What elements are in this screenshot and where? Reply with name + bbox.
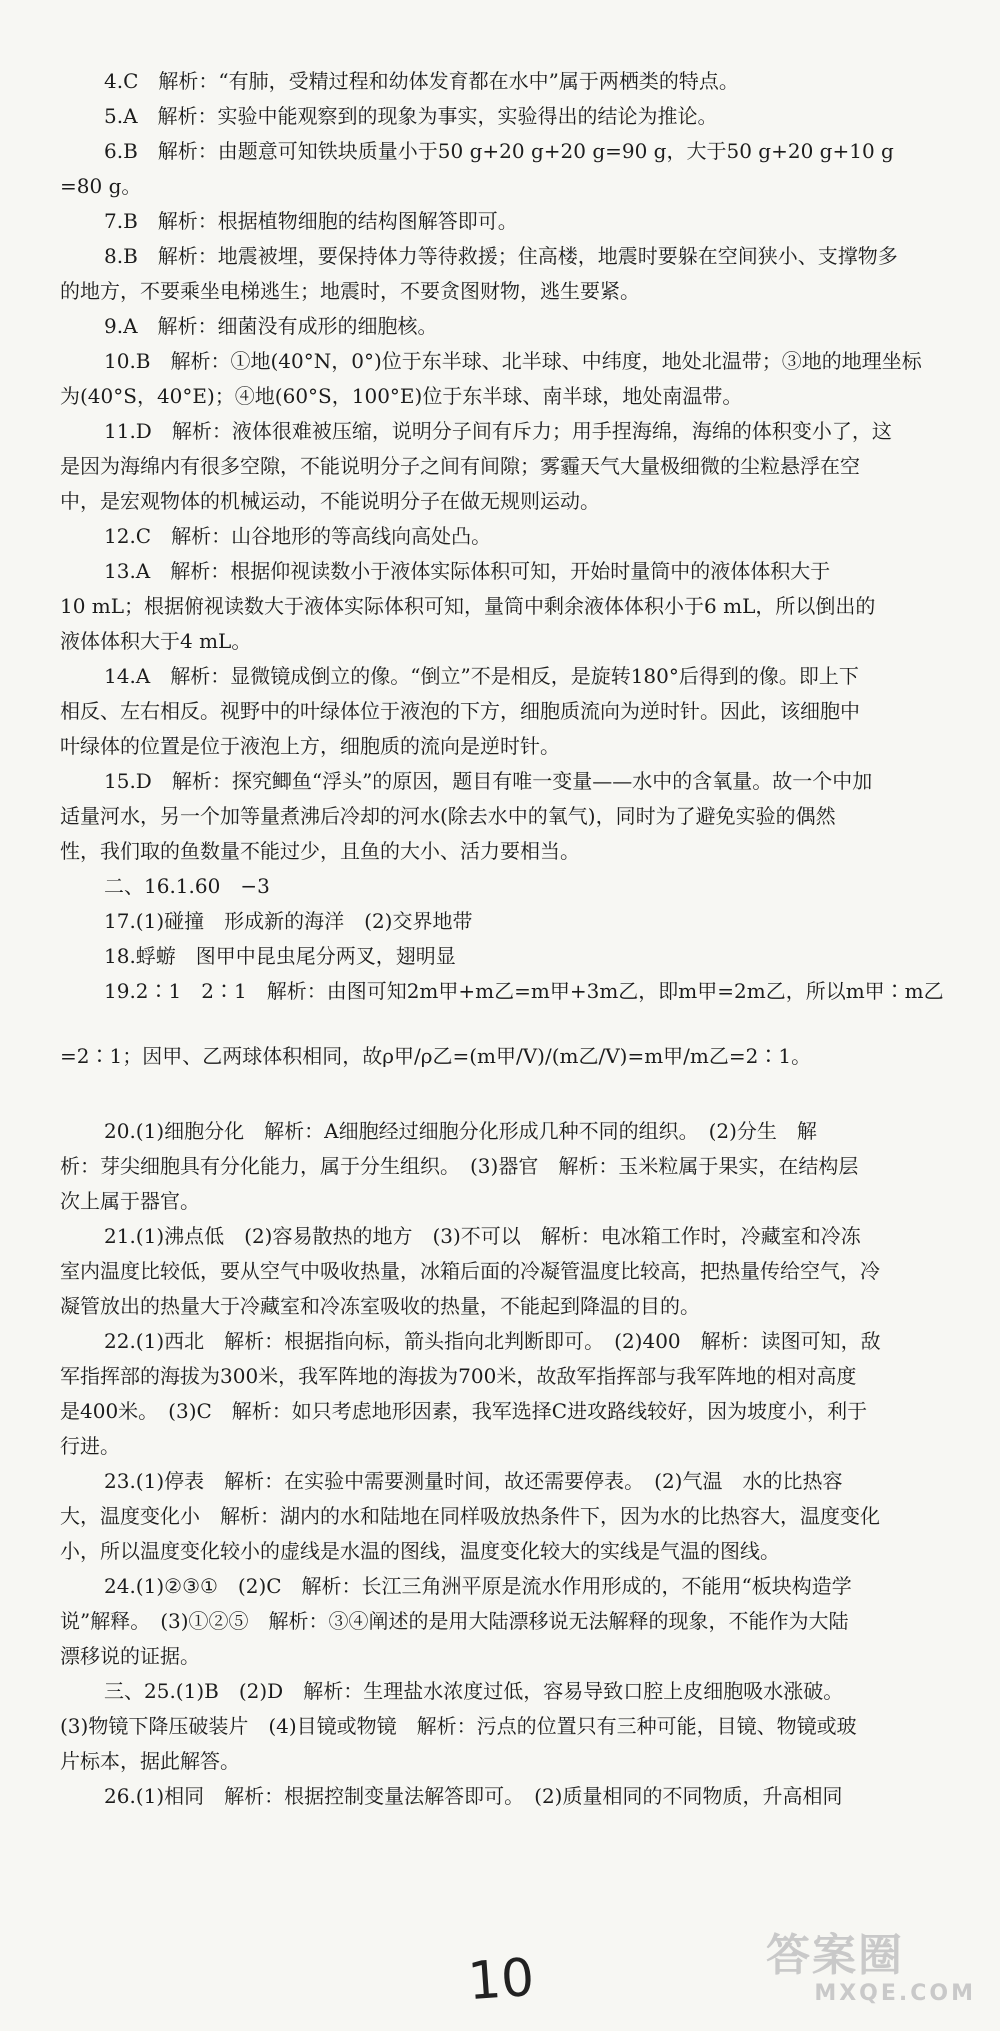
text-line: 凝管放出的热量大于冷藏室和冷冻室吸收的热量，不能起到降温的目的。 bbox=[60, 1294, 700, 1318]
text-line: 20.(1)细胞分化 解析：A细胞经过细胞分化形成几种不同的组织。 (2)分生 解 bbox=[104, 1119, 817, 1143]
text-line: 的地方，不要乘坐电梯逃生；地震时，不要贪图财物，逃生要紧。 bbox=[60, 279, 640, 303]
text-line: 三、25.(1)B (2)D 解析：生理盐水浓度过低，容易导致口腔上皮细胞吸水涨破。 bbox=[104, 1679, 844, 1703]
text-line: 26.(1)相同 解析：根据控制变量法解答即可。 (2)质量相同的不同物质，升高相同 bbox=[104, 1784, 843, 1808]
text-line: 24.(1)②③① (2)C 解析：长江三角洲平原是流水作用形成的，不能用“板块构造学 bbox=[104, 1574, 852, 1598]
text-line: 次上属于器官。 bbox=[60, 1189, 200, 1213]
text-line: 8.B 解析：地震被埋，要保持体力等待救援；住高楼，地震时要躲在空间狭小、支撑物多 bbox=[104, 244, 898, 268]
text-line: 性，我们取的鱼数量不能过少，且鱼的大小、活力要相当。 bbox=[60, 839, 580, 863]
text-line: 液体体积大于4 mL。 bbox=[60, 629, 252, 653]
text-line: 6.B 解析：由题意可知铁块质量小于50 g+20 g+20 g=90 g，大于50 g+20 g+10 g bbox=[104, 139, 894, 163]
text-line: 军指挥部的海拔为300米，我军阵地的海拔为700米，故敌军指挥部与我军阵地的相对高度 bbox=[60, 1364, 857, 1388]
text-line: 12.C 解析：山谷地形的等高线向高处凸。 bbox=[104, 524, 492, 548]
text-line: 漂移说的证据。 bbox=[60, 1644, 200, 1668]
text-line: 9.A 解析：细菌没有成形的细胞核。 bbox=[104, 314, 438, 338]
text-line: (3)物镜下降压破装片 (4)目镜或物镜 解析：污点的位置只有三种可能，目镜、物镜或玻 bbox=[60, 1714, 857, 1738]
text-line: 5.A 解析：实验中能观察到的现象为事实，实验得出的结论为推论。 bbox=[104, 104, 718, 128]
text-line: 14.A 解析：显微镜成倒立的像。“倒立”不是相反，是旋转180°后得到的像。即上下 bbox=[104, 664, 859, 688]
text-line: 17.(1)碰撞 形成新的海洋 (2)交界地带 bbox=[104, 909, 473, 933]
text-line: =2∶1；因甲、乙两球体积相同，故ρ甲/ρ乙=(m甲/V)/(m乙/V)=m甲/m乙=2∶1。 bbox=[60, 1044, 812, 1068]
watermark bbox=[766, 1931, 986, 2021]
text-line: 11.D 解析：液体很难被压缩，说明分子间有斥力；用手捏海绵，海绵的体积变小了，这 bbox=[104, 419, 892, 443]
text-line: 大，温度变化小 解析：湖内的水和陆地在同样吸放热条件下，因为水的比热容大，温度变化 bbox=[60, 1504, 880, 1528]
text-line: 相反、左右相反。视野中的叶绿体位于液泡的下方，细胞质流向为逆时针。因此，该细胞中 bbox=[60, 699, 860, 723]
text-line: 18.蜉蝣 图甲中昆虫尾分两叉，翅明显 bbox=[104, 944, 456, 968]
page-number: 10 bbox=[465, 1947, 537, 2013]
text-line: 是400米。 (3)C 解析：如只考虑地形因素，我军选择C进攻路线较好，因为坡度小，利于 bbox=[60, 1399, 868, 1423]
text-line: 室内温度比较低，要从空气中吸收热量，冰箱后面的冷凝管温度比较高，把热量传给空气，冷 bbox=[60, 1259, 880, 1283]
text-line: 小，所以温度变化较小的虚线是水温的图线，温度变化较大的实线是气温的图线。 bbox=[60, 1539, 780, 1563]
text-line: =80 g。 bbox=[60, 174, 142, 198]
text-line: 13.A 解析：根据仰视读数小于液体实际体积可知，开始时量筒中的液体体积大于 bbox=[104, 559, 831, 583]
text-line: 行进。 bbox=[60, 1434, 120, 1458]
text-line: 中，是宏观物体的机械运动，不能说明分子在做无规则运动。 bbox=[60, 489, 600, 513]
text-line: 22.(1)西北 解析：根据指向标，箭头指向北判断即可。 (2)400 解析：读图可知，敌 bbox=[104, 1329, 881, 1353]
text-line: 10 mL；根据俯视读数大于液体实际体积可知，量筒中剩余液体体积小于6 mL，所以倒出的 bbox=[60, 594, 876, 618]
text-line: 是因为海绵内有很多空隙，不能说明分子之间有间隙；雾霾天气大量极细微的尘粒悬浮在空 bbox=[60, 454, 860, 478]
text-line: 15.D 解析：探究鲫鱼“浮头”的原因，题目有唯一变量——水中的含氧量。故一个中加 bbox=[104, 769, 873, 793]
text-line: 叶绿体的位置是位于液泡上方，细胞质的流向是逆时针。 bbox=[60, 734, 560, 758]
text-line: 片标本，据此解答。 bbox=[60, 1749, 240, 1773]
text-line: 适量河水，另一个加等量煮沸后冷却的河水(除去水中的氧气)，同时为了避免实验的偶然 bbox=[60, 804, 836, 828]
text-line: 4.C 解析：“有肺，受精过程和幼体发育都在水中”属于两栖类的特点。 bbox=[104, 69, 739, 93]
text-line: 19.2∶1 2∶1 解析：由图可知2m甲+m乙=m甲+3m乙，即m甲=2m乙，所以m甲∶m乙 bbox=[104, 979, 944, 1003]
text-line: 为(40°S，40°E)；④地(60°S，100°E)位于东半球、南半球，地处南温带。 bbox=[60, 384, 743, 408]
text-line: 10.B 解析：①地(40°N，0°)位于东半球、北半球、中纬度，地处北温带；③地的地理坐标 bbox=[104, 349, 922, 373]
text-line: 23.(1)停表 解析：在实验中需要测量时间，故还需要停表。 (2)气温 水的比热容 bbox=[104, 1469, 843, 1493]
text-line: 说”解释。 (3)①②⑤ 解析：③④阐述的是用大陆漂移说无法解释的现象，不能作为大陆 bbox=[60, 1609, 849, 1633]
watermark-url: MXQE.COM bbox=[814, 1981, 976, 2006]
text-line: 析：芽尖细胞具有分化能力，属于分生组织。 (3)器官 解析：玉米粒属于果实，在结构层 bbox=[60, 1154, 859, 1178]
text-line: 21.(1)沸点低 (2)容易散热的地方 (3)不可以 解析：电冰箱工作时，冷藏室和冷冻 bbox=[104, 1224, 861, 1248]
text-line: 7.B 解析：根据植物细胞的结构图解答即可。 bbox=[104, 209, 518, 233]
watermark-title: 答案圈 bbox=[766, 1930, 904, 1981]
text-line: 二、16.1.60 −3 bbox=[104, 874, 270, 898]
